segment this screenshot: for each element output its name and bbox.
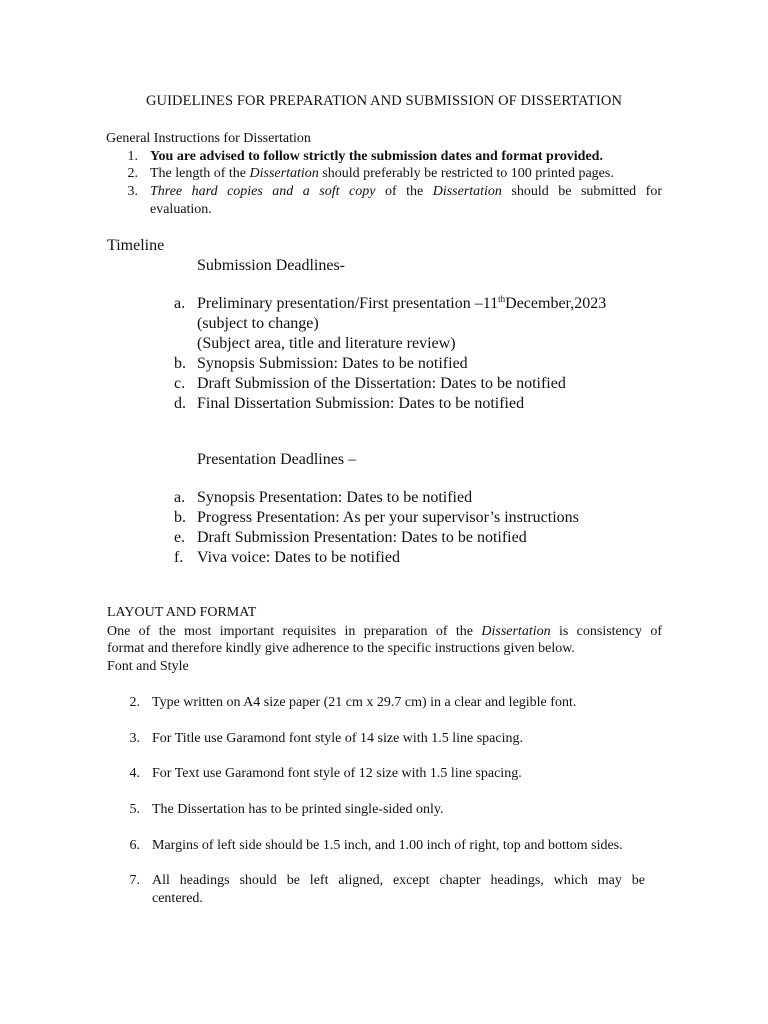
list-item-letter: b. [174, 355, 186, 372]
list-item-text: For Text use Garamond font style of 12 size with 1.5 line spacing. [152, 766, 522, 781]
list-item-text: Viva voice: Dates to be notified [197, 549, 400, 566]
layout-format-heading: LAYOUT AND FORMAT [107, 605, 257, 620]
layout-paragraph: One of the most important requisites in preparation of the Dissertation is consistency of [107, 624, 662, 639]
page-title: GUIDELINES FOR PREPARATION AND SUBMISSION OF DISSERTATION [145, 93, 623, 109]
list-item-continuation: centered. [152, 891, 203, 906]
list-item-letter: b. [174, 509, 186, 526]
list-item-letter: d. [174, 395, 186, 412]
list-item-letter: f. [174, 549, 184, 566]
list-item-number: 3. [129, 731, 140, 746]
list-item-text: Synopsis Submission: Dates to be notified [197, 355, 468, 372]
font-style-heading: Font and Style [107, 659, 189, 674]
list-item-text: Progress Presentation: As per your supervisor’s instructions [197, 509, 579, 526]
list-item-text: Synopsis Presentation: Dates to be notified [197, 489, 473, 506]
list-item-continuation: (Subject area, title and literature review) [197, 335, 456, 352]
list-item-text: Draft Submission Presentation: Dates to be notified [197, 529, 527, 546]
timeline-heading: Timeline [107, 237, 165, 254]
list-item-number: 7. [129, 873, 140, 888]
list-item-letter: a. [174, 489, 186, 506]
list-item-number: 6. [129, 838, 140, 853]
list-item-number: 1. [127, 149, 138, 164]
presentation-deadlines-heading: Presentation Deadlines – [197, 451, 357, 468]
list-item-text: You are advised to follow strictly the submission dates and format provided. [150, 149, 603, 164]
list-item-text: All headings should be left aligned, except chapter headings, which may be [152, 873, 645, 888]
list-item-letter: c. [174, 375, 186, 392]
list-item-number: 5. [129, 802, 140, 817]
list-item-number: 4. [129, 766, 140, 781]
list-item-continuation: evaluation. [150, 202, 212, 217]
list-item-letter: a. [174, 295, 186, 312]
list-item-text: The length of the Dissertation should preferably be restricted to 100 printed pages. [150, 166, 614, 181]
list-item-text: Preliminary presentation/First presentation –11thDecember,2023 [197, 294, 607, 312]
list-item-letter: e. [174, 529, 186, 546]
list-item-text: The Dissertation has to be printed single-sided only. [152, 802, 444, 817]
list-item-continuation: (subject to change) [197, 315, 319, 332]
list-item-text: Three hard copies and a soft copy of the Dissertation should be submitted for [150, 184, 663, 199]
submission-deadlines-heading: Submission Deadlines- [197, 257, 345, 274]
general-instructions-heading: General Instructions for Dissertation [106, 131, 311, 146]
list-item-number: 2. [127, 166, 138, 181]
list-item-text: Type written on A4 size paper (21 cm x 29.7 cm) in a clear and legible font. [152, 695, 577, 710]
list-item-number: 3. [127, 184, 138, 199]
layout-paragraph-continuation: format and therefore kindly give adherence to the specific instructions given below. [107, 641, 575, 656]
list-item-number: 2. [129, 695, 140, 710]
list-item-text: For Title use Garamond font style of 14 size with 1.5 line spacing. [152, 731, 523, 746]
list-item-text: Final Dissertation Submission: Dates to be notified [197, 395, 525, 412]
list-item-text: Draft Submission of the Dissertation: Dates to be notified [197, 375, 566, 392]
list-item-text: Margins of left side should be 1.5 inch, and 1.00 inch of right, top and bottom sides. [152, 838, 623, 853]
